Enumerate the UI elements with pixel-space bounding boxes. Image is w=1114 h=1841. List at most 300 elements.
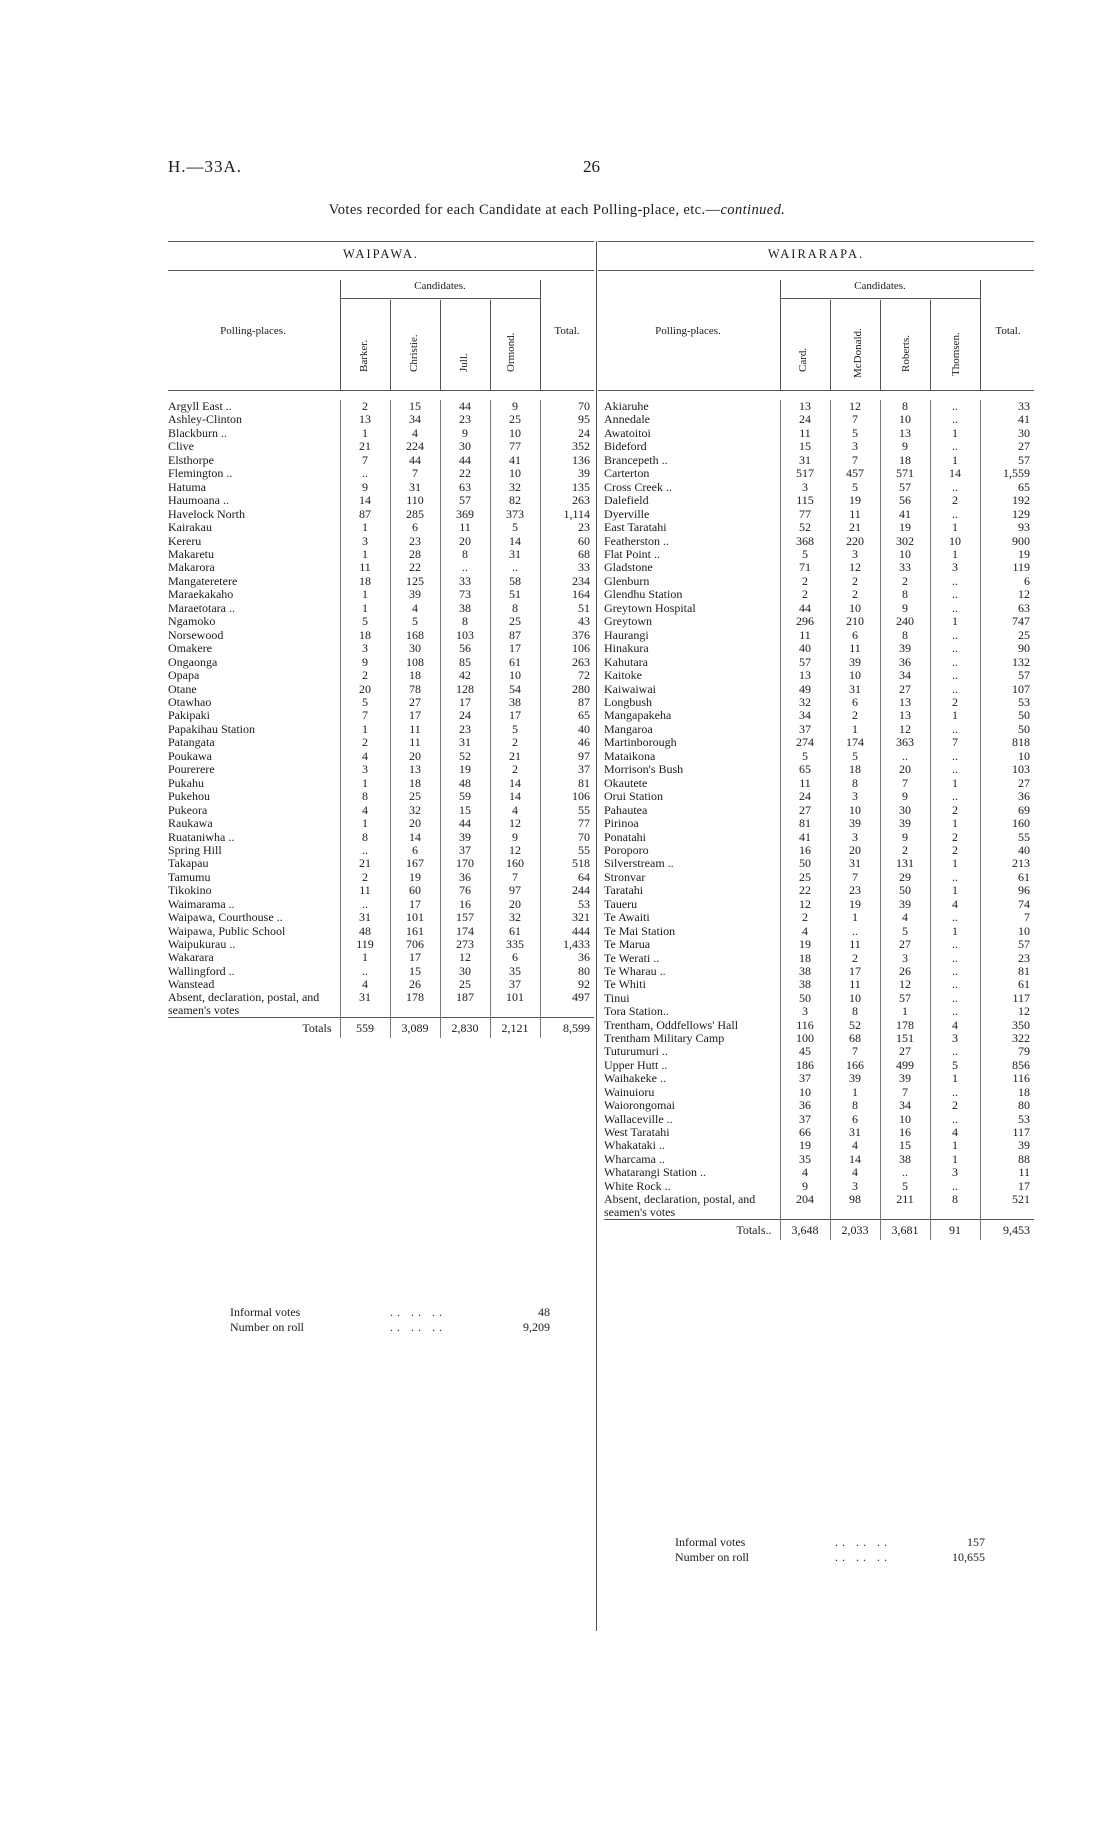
candidate-votes-cell: 39 (830, 817, 880, 830)
wairarapa-informal-row (675, 1535, 985, 1550)
totals-row (168, 1018, 594, 1039)
candidate-votes-cell: 29 (880, 871, 930, 884)
candidate-votes-cell: 41 (880, 508, 930, 521)
polling-place-name: Bideford (604, 440, 647, 454)
polling-place-name: Opapa (168, 669, 200, 683)
waipawa-candidate-3: Jull. (458, 353, 470, 372)
candidate-votes-cell: 168 (390, 629, 440, 642)
table-row (168, 494, 594, 507)
candidate-votes-cell: 18 (340, 629, 390, 642)
row-total-cell: 18 (980, 1086, 1034, 1099)
table-row (168, 978, 594, 991)
candidate-votes-cell: 5 (880, 1180, 930, 1193)
candidate-votes-cell: 9 (340, 481, 390, 494)
candidate-votes-cell: 6 (490, 951, 540, 964)
candidate-votes-cell: 204 (780, 1193, 830, 1220)
candidate-votes-cell: 30 (390, 642, 440, 655)
polling-place-name: Otane (168, 682, 197, 696)
candidate-votes-cell: 23 (440, 413, 490, 426)
polling-place-name: Akiaruhe (604, 400, 649, 413)
candidate-votes-cell: 11 (830, 642, 880, 655)
row-total-cell: 61 (980, 871, 1034, 884)
candidate-votes-cell: 2 (930, 494, 980, 507)
candidate-votes-cell: 274 (780, 736, 830, 749)
candidate-votes-cell: 1 (830, 1086, 880, 1099)
polling-place-name: Wharcama .. (604, 1152, 665, 1166)
table-row (168, 991, 594, 1018)
candidate-votes-cell: 15 (880, 1139, 930, 1152)
candidate-votes-cell: 31 (830, 683, 880, 696)
candidate-votes-cell: .. (930, 575, 980, 588)
document-reference: H.—33A. (168, 157, 243, 176)
candidate-votes-cell: 38 (780, 978, 830, 991)
candidate-votes-cell: 9 (490, 831, 540, 844)
table-row (604, 938, 1034, 951)
candidate-votes-cell: 38 (780, 965, 830, 978)
polling-place-name: Absent, declaration, postal, and seamen's votes (168, 991, 320, 1018)
row-total-cell: 117 (980, 1126, 1034, 1139)
candidate-votes-cell: 10 (490, 427, 540, 440)
polling-place-name: Glendhu Station (604, 588, 683, 602)
table-row (168, 440, 594, 453)
row-total-cell: 10 (980, 750, 1034, 763)
polling-place-name: Norsewood (168, 628, 224, 642)
polling-place-name: Dalefield (604, 494, 649, 508)
candidate-votes-cell: 20 (490, 898, 540, 911)
polling-place-name: Annedale (604, 413, 650, 427)
candidate-votes-cell: 30 (440, 440, 490, 453)
candidate-votes-cell: .. (930, 629, 980, 642)
candidate-votes-cell: 10 (930, 535, 980, 548)
grand-total-cell: 9,453 (980, 1220, 1034, 1241)
candidate-votes-cell: 2 (490, 763, 540, 776)
candidate-votes-cell: 21 (490, 750, 540, 763)
top-rule-left (168, 241, 594, 242)
candidate-votes-cell: 39 (880, 898, 930, 911)
polling-place-name: Stronvar (604, 870, 646, 884)
candidate-votes-cell: 35 (490, 965, 540, 978)
candidate-votes-cell: 19 (880, 521, 930, 534)
candidate-votes-cell: 18 (390, 669, 440, 682)
table-row (168, 454, 594, 467)
candidate-votes-cell: 42 (440, 669, 490, 682)
candidate-votes-cell: 34 (880, 1099, 930, 1112)
candidate-votes-cell: 3 (780, 1005, 830, 1018)
row-total-cell: 263 (540, 494, 594, 507)
caption-continued: continued. (720, 202, 786, 218)
table-row (168, 548, 594, 561)
candidate-votes-cell: 24 (440, 709, 490, 722)
candidate-votes-cell: .. (930, 508, 980, 521)
candidate-votes-cell: 7 (830, 454, 880, 467)
table-row (168, 898, 594, 911)
polling-place-name: Whatarangi Station .. (604, 1166, 706, 1180)
table-row (604, 427, 1034, 440)
candidate-votes-cell: 11 (340, 884, 390, 897)
candidate-votes-cell: 19 (830, 898, 880, 911)
wairarapa-candidate-2: McDonald. (852, 328, 864, 378)
candidate-votes-cell: 9 (440, 427, 490, 440)
table-row (168, 777, 594, 790)
row-total-cell: 53 (980, 696, 1034, 709)
waipawa-head-sep-3 (490, 300, 491, 390)
candidate-votes-cell: 5 (780, 750, 830, 763)
number-on-roll-value: 10,655 (952, 1550, 985, 1564)
polling-place-name: Pukehou (168, 790, 210, 804)
candidate-votes-cell: 5 (780, 548, 830, 561)
table-row (604, 965, 1034, 978)
row-total-cell: 6 (980, 575, 1034, 588)
candidate-votes-cell: 23 (830, 884, 880, 897)
leader-dots: .. .. .. (390, 1320, 446, 1334)
candidate-votes-cell: 13 (780, 400, 830, 413)
leader-dots: .. .. .. (390, 1305, 446, 1319)
candidate-votes-cell: 39 (880, 1072, 930, 1085)
table-row (604, 1045, 1034, 1058)
waipawa-head-sep-1 (390, 300, 391, 390)
candidate-votes-cell: 5 (930, 1059, 980, 1072)
polling-place-name: Haurangi (604, 628, 649, 642)
candidate-votes-cell: .. (930, 1180, 980, 1193)
table-row (604, 642, 1034, 655)
row-total-cell: 37 (540, 763, 594, 776)
candidate-votes-cell: 31 (830, 857, 880, 870)
row-total-cell: 106 (540, 642, 594, 655)
candidate-votes-cell: 31 (390, 481, 440, 494)
polling-place-name: Taueru (604, 897, 638, 911)
candidate-votes-cell: 19 (830, 494, 880, 507)
wairarapa-head-sep-1 (830, 300, 831, 390)
candidate-votes-cell: 65 (780, 763, 830, 776)
candidate-votes-cell: 22 (390, 561, 440, 574)
candidate-votes-cell: 5 (340, 615, 390, 628)
table-row (168, 804, 594, 817)
table-row (168, 736, 594, 749)
row-total-cell: 81 (980, 965, 1034, 978)
candidate-votes-cell: 26 (390, 978, 440, 991)
row-total-cell: 350 (980, 1019, 1034, 1032)
candidate-votes-cell: .. (930, 683, 980, 696)
row-total-cell: 33 (540, 561, 594, 574)
row-total-cell: 27 (980, 440, 1034, 453)
table-row (168, 763, 594, 776)
polling-place-name: Pukeora (168, 803, 208, 817)
candidate-votes-cell: 20 (830, 844, 880, 857)
table-row (604, 508, 1034, 521)
row-total-cell: 57 (980, 454, 1034, 467)
row-total-cell: 23 (540, 521, 594, 534)
candidate-votes-cell: 240 (880, 615, 930, 628)
candidate-votes-cell: 20 (390, 750, 440, 763)
candidate-votes-cell: 2 (340, 400, 390, 413)
candidate-votes-cell: 7 (830, 413, 880, 426)
row-total-cell: 65 (980, 481, 1034, 494)
candidate-votes-cell: 1 (930, 548, 980, 561)
candidate-votes-cell: .. (340, 965, 390, 978)
candidate-votes-cell: 50 (880, 884, 930, 897)
row-total-cell: 72 (540, 669, 594, 682)
candidate-votes-cell: 9 (880, 831, 930, 844)
candidate-votes-cell: 49 (780, 683, 830, 696)
candidate-votes-cell: 8 (340, 790, 390, 803)
candidate-votes-cell: 73 (440, 588, 490, 601)
candidate-votes-cell: 66 (780, 1126, 830, 1139)
candidate-votes-cell: 39 (440, 831, 490, 844)
candidate-votes-cell: 18 (880, 454, 930, 467)
row-total-cell: 24 (540, 427, 594, 440)
candidate-votes-cell: 78 (390, 683, 440, 696)
candidate-votes-cell: 103 (440, 629, 490, 642)
candidate-votes-cell: 1 (930, 817, 980, 830)
table-row (168, 467, 594, 480)
candidate-votes-cell: 37 (490, 978, 540, 991)
candidate-votes-cell: 34 (390, 413, 440, 426)
table-row (168, 615, 594, 628)
candidate-votes-cell: .. (930, 790, 980, 803)
row-total-cell: 92 (540, 978, 594, 991)
table-row (604, 413, 1034, 426)
candidate-total-cell: 91 (930, 1220, 980, 1241)
candidate-votes-cell: .. (930, 481, 980, 494)
candidate-votes-cell: 13 (880, 696, 930, 709)
polling-place-name: Mataikona (604, 749, 656, 763)
candidate-votes-cell: 52 (780, 521, 830, 534)
candidate-votes-cell: 18 (780, 952, 830, 965)
row-total-cell: 11 (980, 1166, 1034, 1179)
row-total-cell: 87 (540, 696, 594, 709)
candidate-votes-cell: 10 (490, 467, 540, 480)
row-total-cell: 234 (540, 575, 594, 588)
polling-place-name: Maraetotara .. (168, 601, 235, 615)
row-total-cell: 63 (980, 602, 1034, 615)
row-total-cell: 51 (540, 602, 594, 615)
candidate-votes-cell: 22 (780, 884, 830, 897)
table-row (168, 750, 594, 763)
candidate-votes-cell: 85 (440, 656, 490, 669)
table-row (168, 683, 594, 696)
candidate-votes-cell: 335 (490, 938, 540, 951)
candidate-votes-cell: 1 (340, 588, 390, 601)
table-row (604, 1086, 1034, 1099)
row-total-cell: 64 (540, 871, 594, 884)
row-total-cell: 160 (980, 817, 1034, 830)
candidate-votes-cell: 31 (780, 454, 830, 467)
table-row (604, 1099, 1034, 1112)
candidate-votes-cell: 52 (830, 1019, 880, 1032)
polling-place-name: Tikokino (168, 884, 212, 898)
candidate-votes-cell: 1 (340, 817, 390, 830)
table-row (604, 561, 1034, 574)
candidate-votes-cell: 14 (490, 777, 540, 790)
candidate-votes-cell: 8 (830, 777, 880, 790)
candidate-votes-cell: 1 (830, 911, 880, 924)
candidate-votes-cell: 59 (440, 790, 490, 803)
polling-place-name: Otawhao (168, 695, 212, 709)
candidate-votes-cell: 11 (780, 777, 830, 790)
candidate-votes-cell: 37 (780, 723, 830, 736)
row-total-cell: 900 (980, 535, 1034, 548)
polling-place-name: Te Werati .. (604, 951, 660, 965)
row-total-cell: 747 (980, 615, 1034, 628)
candidate-votes-cell: 16 (780, 844, 830, 857)
table-row (604, 1126, 1034, 1139)
candidate-votes-cell: 302 (880, 535, 930, 548)
row-total-cell: 129 (980, 508, 1034, 521)
polling-place-name: Kairakau (168, 521, 212, 535)
table-row (604, 1019, 1034, 1032)
row-total-cell: 244 (540, 884, 594, 897)
polling-place-name: Mangateretere (168, 574, 238, 588)
table-row (168, 427, 594, 440)
table-row (604, 535, 1034, 548)
polling-place-name: Kaitoke (604, 669, 642, 683)
candidate-votes-cell: 10 (830, 992, 880, 1005)
table-row (604, 723, 1034, 736)
candidate-votes-cell: 61 (490, 925, 540, 938)
table-row (168, 951, 594, 964)
polling-place-name: Raukawa (168, 817, 213, 831)
polling-place-name: Okautete (604, 776, 648, 790)
wairarapa-places-label: Polling-places. (655, 325, 721, 337)
polling-place-name: Te Wharau .. (604, 965, 666, 979)
polling-place-name: Absent, declaration, postal, and seamen's votes (604, 1193, 756, 1220)
candidate-votes-cell: 363 (880, 736, 930, 749)
wairarapa-title: WAIRARAPA. (767, 247, 865, 261)
candidate-votes-cell: 36 (880, 656, 930, 669)
column-divider-main (596, 241, 597, 1631)
candidate-votes-cell: 4 (390, 427, 440, 440)
wairarapa-candidate-1: Card. (797, 347, 809, 372)
row-total-cell: 818 (980, 736, 1034, 749)
polling-place-name: Kaiwaiwai (604, 682, 656, 696)
table-row (604, 1005, 1034, 1018)
informal-votes-label: Informal votes (675, 1535, 746, 1549)
candidate-votes-cell: .. (930, 669, 980, 682)
polling-place-name: West Taratahi (604, 1126, 670, 1140)
table-row (168, 521, 594, 534)
polling-place-name: Orui Station (604, 790, 663, 804)
candidate-votes-cell: 187 (440, 991, 490, 1018)
totals-label: Totals.. (604, 1220, 780, 1241)
candidate-votes-cell: 17 (390, 709, 440, 722)
row-total-cell: 1,559 (980, 467, 1034, 480)
candidate-votes-cell: .. (930, 400, 980, 413)
table-row (168, 508, 594, 521)
row-total-cell: 856 (980, 1059, 1034, 1072)
row-total-cell: 79 (980, 1045, 1034, 1058)
candidate-votes-cell: 12 (880, 978, 930, 991)
candidate-votes-cell: 24 (780, 790, 830, 803)
candidate-votes-cell: 16 (880, 1126, 930, 1139)
candidate-votes-cell: 8 (880, 629, 930, 642)
polling-place-name: Upper Hutt .. (604, 1058, 668, 1072)
row-total-cell: 77 (540, 817, 594, 830)
table-row (604, 454, 1034, 467)
candidate-votes-cell: 51 (490, 588, 540, 601)
candidate-votes-cell: 44 (390, 454, 440, 467)
table-row (168, 831, 594, 844)
candidate-votes-cell: 273 (440, 938, 490, 951)
candidate-votes-cell: 4 (780, 1166, 830, 1179)
row-total-cell: 164 (540, 588, 594, 601)
candidate-votes-cell: 4 (880, 911, 930, 924)
table-row (604, 1113, 1034, 1126)
polling-place-name: Greytown Hospital (604, 601, 696, 615)
table-row (604, 978, 1034, 991)
candidate-votes-cell: .. (340, 467, 390, 480)
candidate-total-cell: 3,681 (880, 1220, 930, 1241)
table-row (168, 857, 594, 870)
candidate-votes-cell: 97 (490, 884, 540, 897)
candidate-votes-cell: 39 (880, 642, 930, 655)
candidate-votes-cell: 4 (340, 804, 390, 817)
polling-place-name: Martinborough (604, 736, 677, 750)
row-total-cell: 119 (980, 561, 1034, 574)
candidate-votes-cell: 57 (440, 494, 490, 507)
candidate-votes-cell: 56 (880, 494, 930, 507)
candidate-votes-cell: 15 (390, 400, 440, 413)
polling-place-name: Elsthorpe (168, 453, 214, 467)
candidate-votes-cell: 6 (830, 1113, 880, 1126)
row-total-cell: 521 (980, 1193, 1034, 1220)
top-rule-right (598, 241, 1034, 242)
row-total-cell: 96 (980, 884, 1034, 897)
candidate-votes-cell: 77 (490, 440, 540, 453)
candidate-votes-cell: 8 (440, 548, 490, 561)
candidate-votes-cell: 71 (780, 561, 830, 574)
candidate-votes-cell: .. (930, 978, 980, 991)
candidate-votes-cell: 6 (390, 521, 440, 534)
candidate-votes-cell: .. (830, 925, 880, 938)
candidate-votes-cell: 44 (440, 400, 490, 413)
row-total-cell: 10 (980, 925, 1034, 938)
candidate-votes-cell: 1 (930, 427, 980, 440)
candidate-votes-cell: 33 (880, 561, 930, 574)
polling-place-name: Tinui (604, 991, 630, 1005)
candidate-votes-cell: 1 (340, 548, 390, 561)
table-row (604, 777, 1034, 790)
table-row (604, 440, 1034, 453)
candidate-votes-cell: 9 (340, 656, 390, 669)
polling-place-name: Whakataki .. (604, 1139, 665, 1153)
row-total-cell: 132 (980, 656, 1034, 669)
candidate-votes-cell: 87 (490, 629, 540, 642)
candidate-votes-cell: 12 (440, 951, 490, 964)
candidate-votes-cell: 5 (490, 521, 540, 534)
candidate-votes-cell: 2 (830, 575, 880, 588)
candidate-votes-cell: 7 (880, 777, 930, 790)
row-total-cell: 50 (980, 709, 1034, 722)
table-row (604, 683, 1034, 696)
candidate-votes-cell: 45 (780, 1045, 830, 1058)
row-total-cell: 12 (980, 588, 1034, 601)
leader-dots: .. .. .. (835, 1550, 891, 1564)
row-total-cell: 23 (980, 952, 1034, 965)
candidate-votes-cell: 31 (440, 736, 490, 749)
candidate-votes-cell: 4 (930, 898, 980, 911)
candidate-votes-cell: 81 (780, 817, 830, 830)
row-total-cell: 81 (540, 777, 594, 790)
waipawa-results-table (168, 400, 594, 1038)
number-on-roll-label: Number on roll (675, 1550, 749, 1564)
candidate-votes-cell: 3 (830, 440, 880, 453)
row-total-cell: 55 (540, 844, 594, 857)
candidate-votes-cell: 38 (880, 1153, 930, 1166)
waipawa-candidates-label: Candidates. (414, 280, 466, 292)
candidate-votes-cell: 61 (490, 656, 540, 669)
candidate-votes-cell: 25 (490, 413, 540, 426)
candidate-votes-cell: 174 (830, 736, 880, 749)
